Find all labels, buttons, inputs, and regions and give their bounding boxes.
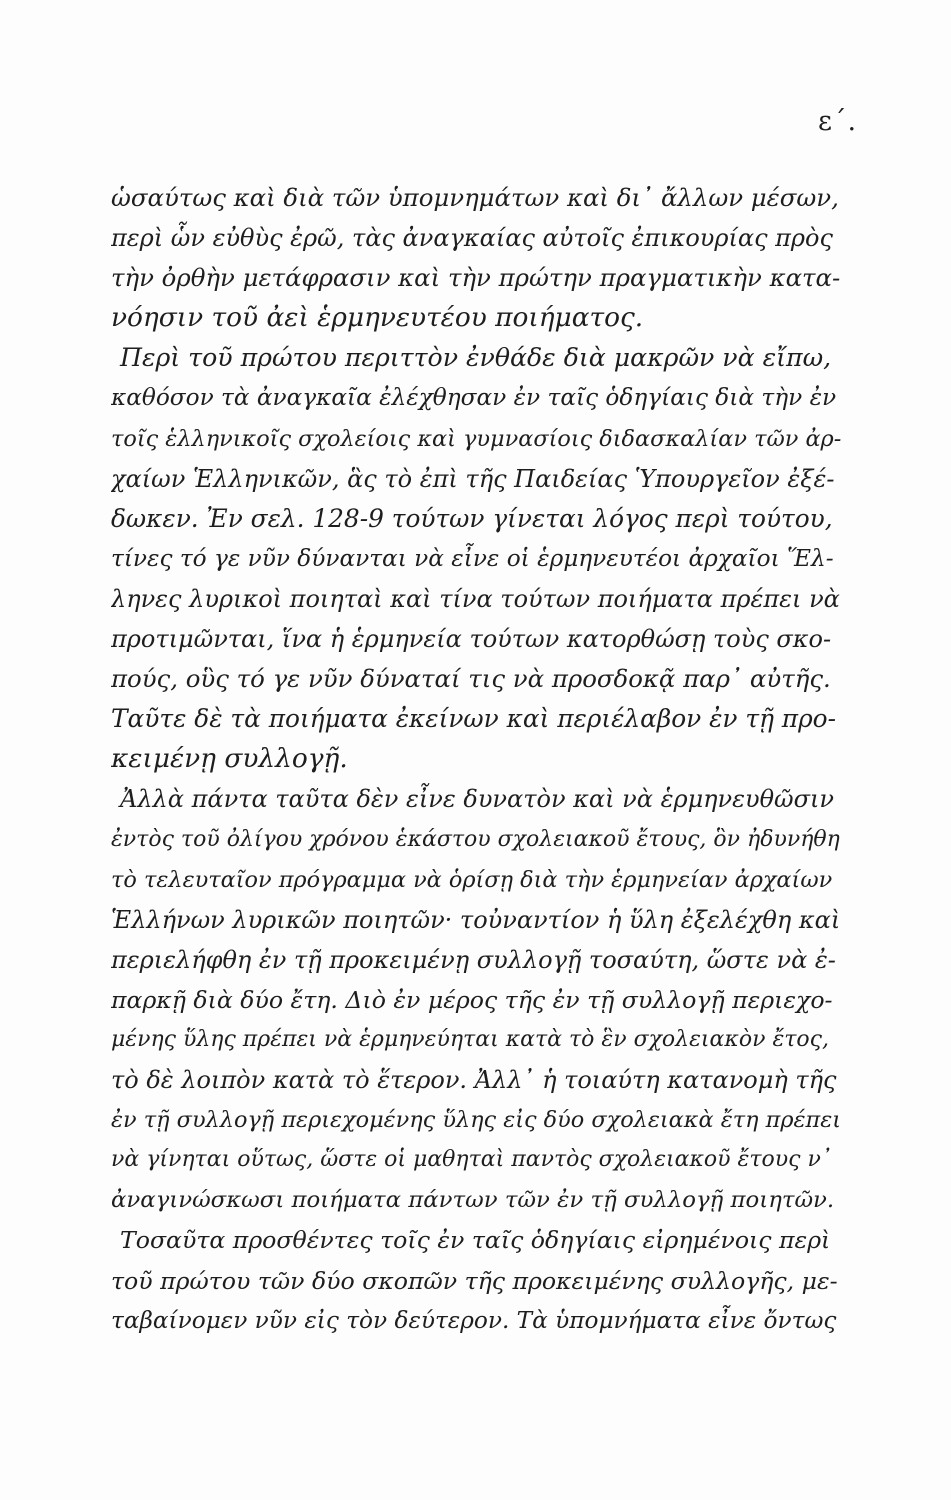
body-text bbox=[111, 178, 841, 1341]
text-line: κειμένῃ συλλογῇ. bbox=[111, 743, 348, 775]
text-line: ὡσαύτως καὶ διὰ τῶν ὑπομνημάτων καὶ δι᾿ ἄλλων μέσων, bbox=[111, 183, 839, 212]
text-line: Ἑλλήνων λυρικῶν ποιητῶν· τοὐναντίον ἡ ὕλη ἐξελέχθη καὶ bbox=[111, 905, 841, 934]
text-line: τὴν ὀρθὴν μετάφρασιν καὶ τὴν πρώτην πραγματικὴν κατα- bbox=[111, 263, 841, 293]
text-line: μένης ὕλης πρέπει νὰ ἑρμηνεύηται κατὰ τὸ ἓν σχολειακὸν ἔτος, bbox=[111, 1026, 829, 1052]
text-line: ἀναγινώσκωσι ποιήματα πάντων τῶν ἐν τῇ συλλογῇ ποιητῶν. bbox=[111, 1187, 835, 1214]
text-line: παρκῇ διὰ δύο ἔτη. Διὸ ἐν μέρος τῆς ἐν τῇ συλλογῇ περιεχο- bbox=[111, 985, 833, 1014]
text-line: προτιμῶνται, ἵνα ἡ ἑρμηνεία τούτων κατορθώσῃ τοὺς σκο- bbox=[111, 625, 832, 654]
paragraph-start-line: Τοσαῦτα προσθέντες τοῖς ἐν ταῖς ὁδηγίαις εἰρημένοις περὶ bbox=[120, 1226, 831, 1255]
text-line: δωκεν. Ἐν σελ. 128-9 τούτων γίνεται λόγος περὶ τούτου, bbox=[111, 503, 833, 533]
text-line: χαίων Ἑλληνικῶν, ἃς τὸ ἐπὶ τῆς Παιδείας Ὑπουργεῖον ἐξέ- bbox=[111, 464, 835, 493]
text-line: τοῖς ἑλληνικοῖς σχολείοις καὶ γυμνασίοις διδασκαλίαν τῶν ἀρ- bbox=[111, 425, 841, 452]
text-line: τὸ δὲ λοιπὸν κατὰ τὸ ἕτερον. Ἀλλ᾿ ἡ τοιαύτη κατανομὴ τῆς bbox=[111, 1066, 837, 1095]
text-line: τὸ τελευταῖον πρόγραμμα νὰ ὁρίσῃ διὰ τὴν ἑρμηνείαν ἀρχαίων bbox=[111, 866, 833, 893]
text-line: περὶ ὧν εὐθὺς ἐρῶ, τὰς ἀναγκαίας αὐτοῖς ἐπικουρίας πρὸς bbox=[111, 224, 833, 253]
text-line: περιελήφθη ἐν τῇ προκειμένῃ συλλογῇ τοσαύτη, ὥστε νὰ ἐ- bbox=[111, 945, 836, 974]
text-line: Ταῦτε δὲ τὰ ποιήματα ἐκείνων καὶ περιέλαβον ἐν τῇ προ- bbox=[111, 704, 836, 734]
text-line: ληνες λυρικοὶ ποιηταὶ καὶ τίνα τούτων ποιήματα πρέπει νὰ bbox=[111, 584, 840, 613]
text-line: ἐν τῇ συλλογῇ περιεχομένης ὕλης εἰς δύο σχολειακὰ ἔτη πρέπει bbox=[111, 1107, 841, 1134]
text-line: τίνες τό γε νῦν δύνανται νὰ εἶνε οἱ ἑρμηνευτέοι ἀρχαῖοι Ἕλ- bbox=[111, 544, 834, 572]
text-line: πούς, οὓς τό γε νῦν δύναταί τις νὰ προσδοκᾷ παρ᾿ αὐτῆς. bbox=[111, 664, 831, 694]
text-line: καθόσον τὰ ἀναγκαῖα ἐλέχθησαν ἐν ταῖς ὁδηγίαις διὰ τὴν ἐν bbox=[111, 384, 837, 412]
paragraph-start-line: Περὶ τοῦ πρώτου περιττὸν ἐνθάδε διὰ μακρῶν νὰ εἴπω, bbox=[120, 343, 832, 373]
text-line: ἐντὸς τοῦ ὀλίγου χρόνου ἑκάστου σχολειακοῦ ἔτους, ὃν ἠδυνήθη bbox=[111, 826, 840, 852]
text-line: τοῦ πρώτου τῶν δύο σκοπῶν τῆς προκειμένης συλλογῆς, με- bbox=[111, 1266, 838, 1295]
paragraph-start-line: Ἀλλὰ πάντα ταῦτα δὲν εἶνε δυνατὸν καὶ νὰ ἑρμηνευθῶσιν bbox=[120, 785, 835, 814]
text-line: νόησιν τοῦ ἀεὶ ἑρμηνευτέου ποιήματος. bbox=[111, 302, 644, 334]
page-number: ε΄. bbox=[818, 106, 858, 137]
text-line: ταβαίνομεν νῦν εἰς τὸν δεύτερον. Τὰ ὑπομνήματα εἶνε ὄντως bbox=[111, 1306, 837, 1334]
text-line: νὰ γίνηται οὕτως, ὥστε οἱ μαθηταὶ παντὸς σχολειακοῦ ἔτους ν᾿ bbox=[111, 1147, 832, 1173]
